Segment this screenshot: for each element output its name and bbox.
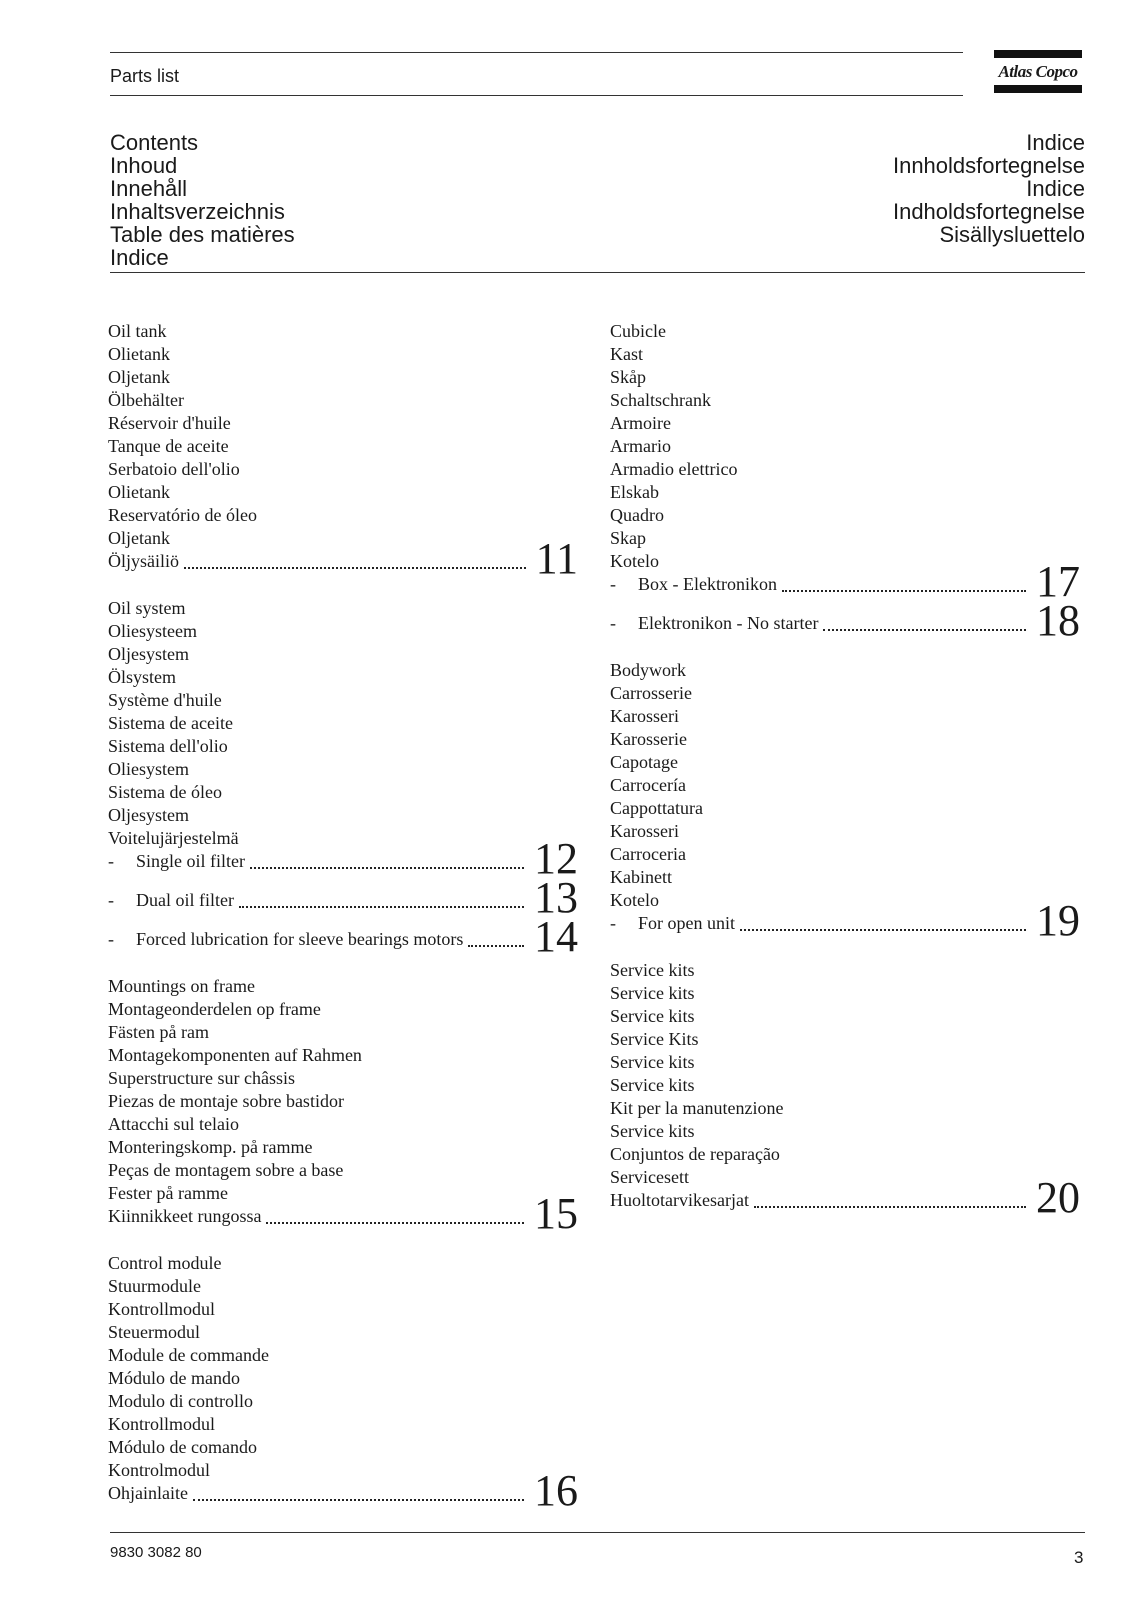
toc-entry-label: - Dual oil filter <box>108 890 234 910</box>
toc-line: Carrosserie <box>610 683 692 703</box>
toc-entry-label: Ohjainlaite <box>108 1483 188 1503</box>
toc-line: Service kits <box>610 960 695 980</box>
toc-left-column <box>108 320 578 1515</box>
toc-line: Kotelo <box>610 890 659 910</box>
toc-line: Armoire <box>610 413 671 433</box>
toc-line: Service kits <box>610 1121 695 1141</box>
document-code: 9830 3082 80 <box>110 1544 202 1561</box>
toc-line: Oil system <box>108 598 186 618</box>
toc-line: Karosseri <box>610 821 679 841</box>
toc-section <box>610 320 1080 645</box>
toc-line: Quadro <box>610 505 664 525</box>
toc-line: Piezas de montaje sobre bastidor <box>108 1091 344 1111</box>
toc-page-number: 19 <box>1036 896 1080 945</box>
toc-page-number: 12 <box>534 834 578 883</box>
toc-line: Service Kits <box>610 1029 699 1049</box>
header-top-rule <box>110 52 963 53</box>
toc-line: Kit per la manutenzione <box>610 1098 784 1118</box>
toc-entry-label: Kiinnikkeet rungossa <box>108 1206 262 1226</box>
toc-line: Service kits <box>610 1052 695 1072</box>
toc-dot-leader <box>823 629 1026 631</box>
toc-page-number: 13 <box>534 873 578 922</box>
contents-title-right-line: Indice <box>1026 176 1085 201</box>
toc-dot-leader <box>754 1206 1026 1208</box>
toc-entry-label: - Box - Elektronikon <box>610 574 777 594</box>
toc-line: Kontrollmodul <box>108 1414 215 1434</box>
toc-section <box>108 320 578 583</box>
toc-line: Steuermodul <box>108 1322 200 1342</box>
toc-right-column <box>610 320 1080 1222</box>
toc-page-number: 17 <box>1036 557 1080 606</box>
toc-entry-label: Huoltotarvikesarjat <box>610 1190 749 1210</box>
toc-line: Módulo de mando <box>108 1368 240 1388</box>
toc-line: Sistema de aceite <box>108 713 233 733</box>
contents-title-left-line: Innehåll <box>110 176 188 201</box>
toc-line: Armadio elettrico <box>610 459 738 479</box>
toc-line: Armario <box>610 436 671 456</box>
contents-title-right-line: Indholdsfortegnelse <box>892 199 1085 224</box>
toc-line: Module de commande <box>108 1345 269 1365</box>
toc-line: Montageonderdelen op frame <box>108 999 321 1019</box>
toc-line: Système d'huile <box>108 690 222 710</box>
toc-line: Control module <box>108 1253 222 1273</box>
toc-entry-label: - Elektronikon - No starter <box>610 613 819 633</box>
toc-line: Kontrollmodul <box>108 1299 215 1319</box>
toc-line: Carrocería <box>610 775 686 795</box>
toc-line: Attacchi sul telaio <box>108 1114 239 1134</box>
toc-line: Elskab <box>610 482 659 502</box>
toc-dot-leader <box>266 1222 524 1224</box>
contents-title-right-line: Innholdsfortegnelse <box>892 153 1085 178</box>
toc-line: Réservoir d'huile <box>108 413 231 433</box>
toc-line: Capotage <box>610 752 678 772</box>
contents-title-left-line: Table des matières <box>110 222 295 247</box>
toc-line: Kotelo <box>610 551 659 571</box>
toc-dot-leader <box>782 590 1026 592</box>
toc-line: Ölsystem <box>108 667 177 687</box>
toc-line: Fästen på ram <box>108 1022 209 1042</box>
toc-line: Conjuntos de reparação <box>610 1144 780 1164</box>
toc-dot-leader <box>193 1499 524 1501</box>
toc-line: Reservatório de óleo <box>108 505 257 525</box>
toc-line: Monteringskomp. på ramme <box>108 1137 313 1157</box>
page-number: 3 <box>1074 1548 1084 1567</box>
toc-line: Schaltschrank <box>610 390 711 410</box>
contents-title-left-line: Inhaltsverzeichnis <box>110 199 285 224</box>
toc-entry-label: - Forced lubrication for sleeve bearings motors <box>108 929 464 949</box>
contents-title-left-line: Contents <box>110 130 199 155</box>
toc-line: Oliesystem <box>108 759 189 779</box>
toc-section <box>108 1252 578 1515</box>
footer-rule <box>110 1532 1085 1533</box>
toc-line: Oljetank <box>108 528 170 548</box>
toc-line: Skåp <box>610 367 646 387</box>
toc-line: Kast <box>610 344 643 364</box>
toc-dot-leader <box>239 906 524 908</box>
toc-section <box>610 959 1080 1222</box>
toc-line: Kontrolmodul <box>108 1460 210 1480</box>
toc-line: Serbatoio dell'olio <box>108 459 240 479</box>
toc-line: Sistema de óleo <box>108 782 222 802</box>
logo-bar-top <box>994 50 1082 58</box>
toc-line: Voitelujärjestelmä <box>108 828 239 848</box>
toc-line: Oljesystem <box>108 805 189 825</box>
toc-page-number: 16 <box>534 1466 578 1515</box>
toc-line: Olietank <box>108 344 170 364</box>
toc-line: Peças de montagem sobre a base <box>108 1160 344 1180</box>
toc-section <box>108 597 578 961</box>
toc-line: Olietank <box>108 482 170 502</box>
toc-dot-leader <box>468 945 524 947</box>
toc-dot-leader <box>250 867 524 869</box>
toc-line: Sistema dell'olio <box>108 736 228 756</box>
toc-entry-label: Öljysäiliö <box>108 551 179 571</box>
toc-section <box>610 659 1080 945</box>
toc-line: Stuurmodule <box>108 1276 201 1296</box>
toc-entry[interactable] <box>108 873 578 922</box>
logo-text: Atlas Copco <box>998 62 1078 81</box>
toc-line: Service kits <box>610 983 695 1003</box>
toc-line: Carroceria <box>610 844 686 864</box>
toc-entry[interactable] <box>108 912 578 961</box>
toc-line: Oil tank <box>108 321 167 341</box>
atlas-copco-logo <box>994 50 1082 94</box>
toc-line: Servicesett <box>610 1167 689 1187</box>
toc-line: Cappottatura <box>610 798 703 818</box>
toc-line: Fester på ramme <box>108 1183 228 1203</box>
toc-entry[interactable] <box>610 596 1080 645</box>
contents-title-right-line: Sisällysluettelo <box>939 222 1085 247</box>
toc-line: Cubicle <box>610 321 666 341</box>
toc-line: Mountings on frame <box>108 976 255 996</box>
toc-page-number: 11 <box>535 534 578 583</box>
toc-line: Service kits <box>610 1075 695 1095</box>
toc-line: Oljesystem <box>108 644 189 664</box>
toc-line: Tanque de aceite <box>108 436 229 456</box>
toc-entry-label: - For open unit <box>610 913 735 933</box>
contents-rule <box>110 272 1085 273</box>
toc-line: Karosseri <box>610 706 679 726</box>
toc-line: Módulo de comando <box>108 1437 257 1457</box>
toc-line: Oljetank <box>108 367 170 387</box>
toc-line: Montagekomponenten auf Rahmen <box>108 1045 362 1065</box>
toc-page-number: 14 <box>534 912 578 961</box>
toc-page-number: 18 <box>1036 596 1080 645</box>
toc-line: Modulo di controllo <box>108 1391 253 1411</box>
contents-title-right-line: Indice <box>1026 130 1085 155</box>
contents-title-left-line: Indice <box>110 245 169 270</box>
toc-page-number: 20 <box>1036 1173 1080 1222</box>
toc-line: Karosserie <box>610 729 687 749</box>
toc-dot-leader <box>740 929 1026 931</box>
header-bottom-rule <box>110 95 963 96</box>
toc-line: Oliesysteem <box>108 621 197 641</box>
toc-section <box>108 975 578 1238</box>
header-label: Parts list <box>110 66 180 86</box>
contents-title-left <box>110 131 295 269</box>
toc-line: Skap <box>610 528 646 548</box>
toc-page-number: 15 <box>534 1189 578 1238</box>
contents-title-left-line: Inhoud <box>110 153 178 178</box>
toc-line: Ölbehälter <box>108 390 184 410</box>
toc-line: Service kits <box>610 1006 695 1026</box>
toc-line: Bodywork <box>610 660 686 680</box>
toc-line: Superstructure sur châssis <box>108 1068 295 1088</box>
toc-entry-label: - Single oil filter <box>108 851 245 871</box>
toc-line: Kabinett <box>610 867 672 887</box>
toc-dot-leader <box>184 567 526 569</box>
contents-title-right <box>893 131 1085 246</box>
logo-bar-bottom <box>994 85 1082 93</box>
